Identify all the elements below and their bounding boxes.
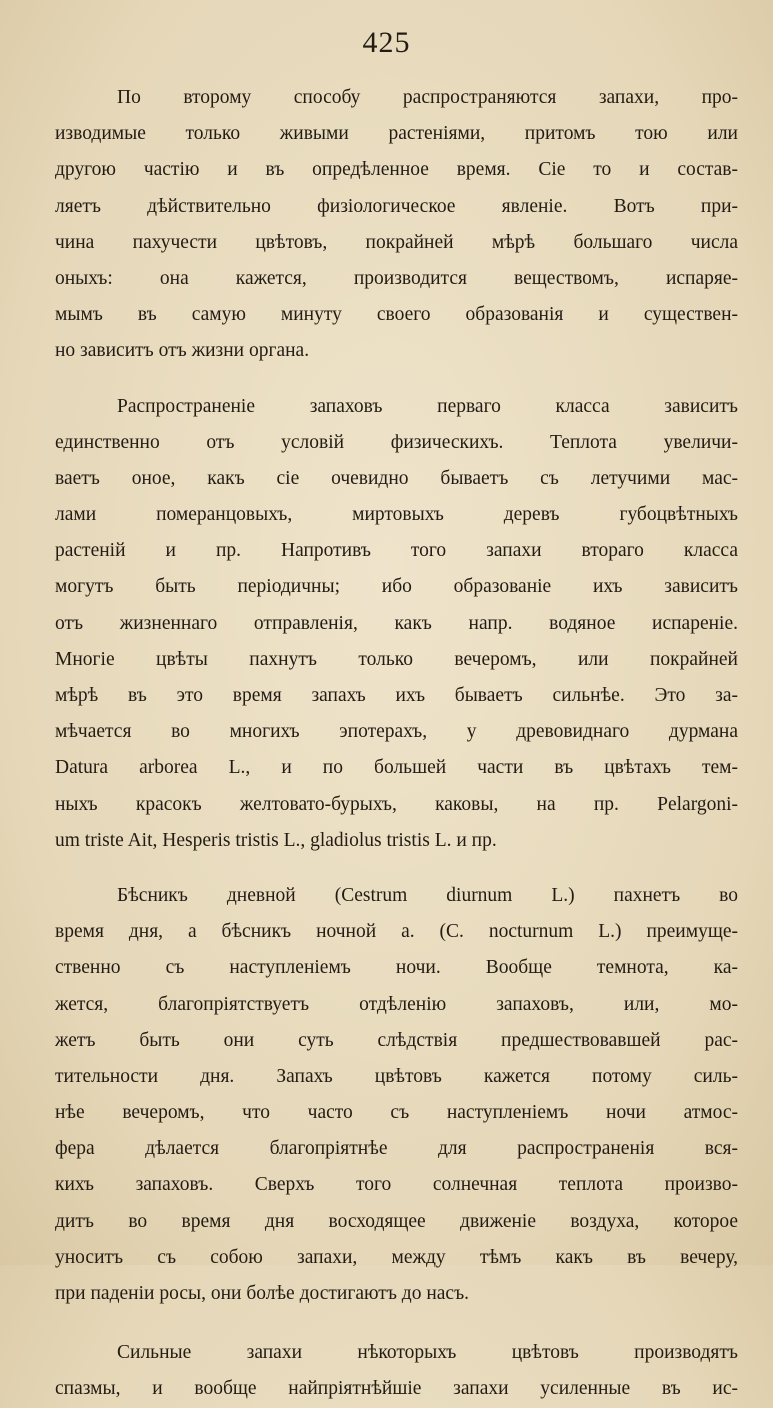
text-line: Сильные запахи нѣкоторыхъ цвѣтовъ производятъ bbox=[117, 1342, 738, 1364]
text-line: изводимые только живыми растеніями, притомъ тою или bbox=[55, 123, 738, 145]
text-line: лами померанцовыхъ, миртовыхъ деревъ губоцвѣтныхъ bbox=[55, 504, 738, 526]
text-line: дитъ во время дня восходящее движеніе воздуха, которое bbox=[55, 1210, 738, 1232]
text-line: ваетъ оное, какъ сіе очевидно бываетъ съ летучими мас- bbox=[55, 467, 738, 489]
text-line: кихъ запаховъ. Сверхъ того солнечная теплота произво- bbox=[55, 1174, 738, 1196]
body-text bbox=[55, 80, 738, 1408]
text-line: единственно отъ условій физическихъ. Теплота увеличи- bbox=[55, 431, 738, 453]
text-line: жется, благопріятствуетъ отдѣленію запаховъ, или, мо- bbox=[55, 993, 738, 1015]
text-line: другою частію и въ опредѣленное время. Сіе то и состав- bbox=[55, 159, 738, 181]
text-line: но зависитъ отъ жизни органа. bbox=[55, 340, 310, 362]
text-line: отъ жизненнаго отправленія, какъ напр. водяное испареніе. bbox=[55, 612, 738, 634]
paragraph-2 bbox=[55, 389, 738, 859]
text-line: По второму способу распространяются запахи, про- bbox=[117, 87, 738, 108]
text-line: фера дѣлается благопріятнѣе для распространенія вся- bbox=[55, 1138, 738, 1160]
text-line: спазмы, и вообще найпріятнѣйшіе запахи усиленные въ ис- bbox=[55, 1378, 738, 1400]
text-line: оныхъ: она кажется, производится веществомъ, испаряе- bbox=[55, 267, 738, 289]
text-line: ственно съ наступленіемъ ночи. Вообще темнота, ка- bbox=[55, 957, 738, 979]
text-line: чина пахучести цвѣтовъ, покрайней мѣрѣ большаго числа bbox=[55, 231, 738, 253]
paragraph-1 bbox=[55, 80, 738, 370]
text-line: Распространеніе запаховъ перваго класса зависитъ bbox=[117, 395, 738, 417]
text-line: Datura arborea L., и по большей части въ цвѣтахъ тем- bbox=[55, 757, 738, 779]
text-line: тительности дня. Запахъ цвѣтовъ кажется потому силь- bbox=[55, 1065, 738, 1087]
text-line: мымъ въ самую минуту своего образованія и существен- bbox=[55, 304, 738, 326]
text-line: растеній и пр. Напротивъ того запахи втораго класса bbox=[55, 540, 738, 562]
text-line: um triste Ait, Hesperis tristis L., gladiolus tristis L. и пр. bbox=[55, 829, 497, 851]
text-line: жетъ быть они суть слѣдствія предшествовавшей рас- bbox=[55, 1029, 738, 1051]
paragraph-3 bbox=[55, 878, 738, 1312]
text-line: мѣчается во многихъ эпотерахъ, у древовиднаго дурмана bbox=[55, 721, 738, 743]
text-line: нѣе вечеромъ, что часто съ наступленіемъ ночи атмос- bbox=[55, 1102, 738, 1124]
paragraph-4 bbox=[55, 1335, 738, 1407]
text-line: Бѣсникъ дневной (Cestrum diurnum L.) пахнетъ во bbox=[117, 884, 738, 906]
text-line: Многіе цвѣты пахнутъ только вечеромъ, или покрайней bbox=[55, 648, 738, 670]
page-number: 425 bbox=[362, 26, 411, 59]
text-line: ляетъ дѣйствительно физіологическое явленіе. Вотъ при- bbox=[55, 195, 738, 217]
text-line: ныхъ красокъ желтовато-бурыхъ, каковы, на пр. Pelargoni- bbox=[55, 793, 738, 815]
text-line: время дня, а бѣсникъ ночной а. (C. nocturnum L.) преимуще- bbox=[55, 921, 738, 943]
text-line: уноситъ съ собою запахи, между тѣмъ какъ въ вечеру, bbox=[55, 1246, 738, 1268]
text-line: мѣрѣ въ это время запахъ ихъ бываетъ сильнѣе. Это за- bbox=[55, 685, 738, 706]
text-line: могутъ быть періодичны; ибо образованіе ихъ зависитъ bbox=[55, 576, 738, 598]
text-line: при паденіи росы, они болѣе достигаютъ до насъ. bbox=[55, 1283, 470, 1304]
